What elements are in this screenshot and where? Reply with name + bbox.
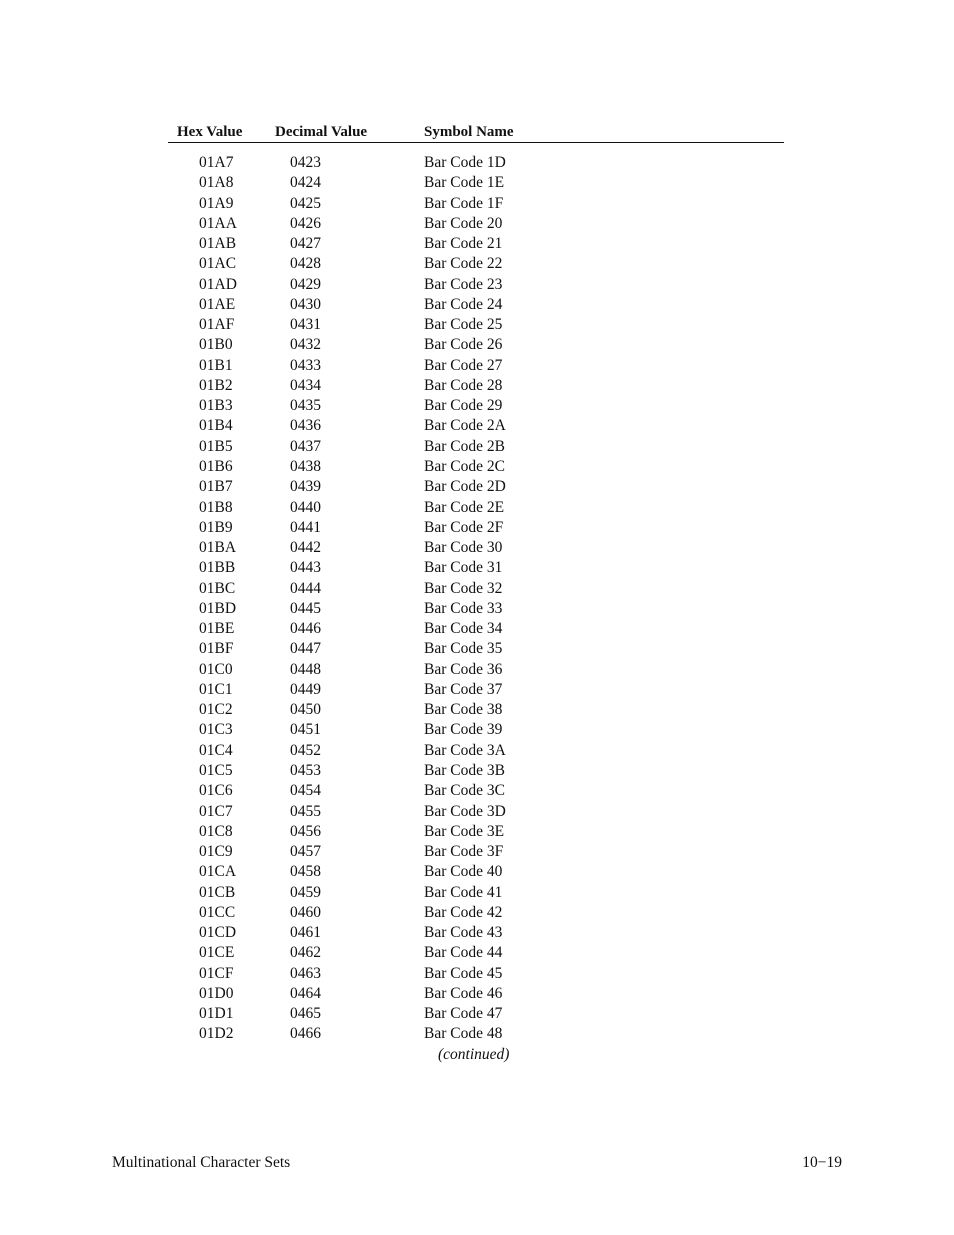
table-row — [168, 903, 784, 923]
decimal-cell: 0456 — [290, 822, 321, 840]
table-row — [168, 173, 784, 193]
header-symbol-name: Symbol Name — [424, 124, 514, 140]
table-row — [168, 295, 784, 315]
hex-cell: 01C5 — [199, 761, 233, 779]
decimal-cell: 0453 — [290, 761, 321, 779]
decimal-cell: 0445 — [290, 599, 321, 617]
symbol-cell: Bar Code 20 — [424, 214, 503, 232]
symbol-cell: Bar Code 2A — [424, 417, 506, 435]
continued-note: (continued) — [438, 1046, 510, 1063]
footer-title: Multinational Character Sets — [112, 1154, 291, 1171]
symbol-cell: Bar Code 47 — [424, 1005, 503, 1023]
hex-cell: 01B9 — [199, 518, 233, 536]
hex-cell: 01A7 — [199, 154, 234, 171]
table-row — [168, 842, 784, 862]
decimal-cell: 0426 — [290, 214, 321, 232]
symbol-cell: Bar Code 3C — [424, 782, 505, 800]
hex-cell: 01CB — [199, 883, 236, 901]
symbol-cell: Bar Code 2E — [424, 498, 505, 516]
decimal-cell: 0423 — [290, 154, 321, 171]
symbol-cell: Bar Code 46 — [424, 984, 503, 1002]
hex-cell: 01B8 — [199, 498, 233, 516]
decimal-cell: 0442 — [290, 539, 321, 557]
decimal-cell: 0466 — [290, 1025, 321, 1043]
symbol-cell: Bar Code 39 — [424, 721, 503, 739]
symbol-cell: Bar Code 1E — [424, 174, 505, 192]
decimal-cell: 0446 — [290, 620, 321, 638]
table-row — [168, 335, 784, 355]
symbol-cell: Bar Code 36 — [424, 660, 503, 678]
hex-cell: 01A8 — [199, 174, 234, 192]
hex-cell: 01C8 — [199, 822, 233, 840]
hex-cell: 01C2 — [199, 701, 233, 719]
decimal-cell: 0452 — [290, 741, 321, 759]
table-row — [168, 599, 784, 619]
symbol-cell: Bar Code 31 — [424, 559, 503, 577]
hex-cell: 01CE — [199, 944, 235, 962]
hex-cell: 01C4 — [199, 741, 233, 759]
hex-cell: 01AF — [199, 316, 235, 334]
symbol-cell: Bar Code 45 — [424, 964, 503, 982]
symbol-cell: Bar Code 34 — [424, 620, 503, 638]
table-row — [168, 579, 784, 599]
table-row — [168, 964, 784, 984]
symbol-cell: Bar Code 2C — [424, 457, 505, 475]
decimal-cell: 0434 — [290, 376, 321, 394]
symbol-cell: Bar Code 1F — [424, 194, 504, 212]
hex-cell: 01AD — [199, 275, 237, 293]
table-row — [168, 477, 784, 497]
hex-cell: 01B6 — [199, 457, 233, 475]
hex-cell: 01BA — [199, 539, 237, 557]
hex-cell: 01CD — [199, 924, 237, 942]
decimal-cell: 0433 — [290, 356, 321, 374]
hex-cell: 01B4 — [199, 417, 233, 435]
table-row — [168, 984, 784, 1004]
table-row — [168, 883, 784, 903]
decimal-cell: 0424 — [290, 174, 321, 192]
table-row — [168, 214, 784, 234]
table-row — [168, 660, 784, 680]
hex-cell: 01AE — [199, 295, 236, 313]
table-row — [168, 396, 784, 416]
decimal-cell: 0435 — [290, 397, 321, 415]
decimal-cell: 0437 — [290, 437, 321, 455]
decimal-cell: 0449 — [290, 680, 321, 698]
hex-cell: 01B5 — [199, 437, 233, 455]
symbol-cell: Bar Code 24 — [424, 295, 503, 313]
page-number: 10−19 — [802, 1154, 842, 1171]
table-row — [168, 356, 784, 376]
table-row — [168, 234, 784, 254]
symbol-cell: Bar Code 2D — [424, 478, 506, 496]
decimal-cell: 0451 — [290, 721, 321, 739]
symbol-cell: Bar Code 3A — [424, 741, 506, 759]
decimal-cell: 0432 — [290, 336, 321, 354]
decimal-cell: 0428 — [290, 255, 321, 273]
table-row — [168, 498, 784, 518]
decimal-cell: 0431 — [290, 316, 321, 334]
symbol-cell: Bar Code 21 — [424, 235, 503, 253]
symbol-cell: Bar Code 44 — [424, 944, 503, 962]
decimal-cell: 0459 — [290, 883, 321, 901]
header-hex-value: Hex Value — [177, 124, 243, 140]
hex-cell: 01C3 — [199, 721, 233, 739]
symbol-cell: Bar Code 2F — [424, 518, 504, 536]
hex-cell: 01B1 — [199, 356, 233, 374]
symbol-cell: Bar Code 42 — [424, 903, 503, 921]
decimal-cell: 0464 — [290, 984, 321, 1002]
hex-cell: 01BC — [199, 579, 236, 597]
hex-cell: 01BB — [199, 559, 236, 577]
table-row — [168, 943, 784, 963]
table-row — [168, 275, 784, 295]
hex-cell: 01CA — [199, 863, 237, 881]
table-row — [168, 376, 784, 396]
hex-cell: 01AB — [199, 235, 237, 253]
hex-cell: 01BE — [199, 620, 235, 638]
decimal-cell: 0443 — [290, 559, 321, 577]
symbol-cell: Bar Code 33 — [424, 599, 503, 617]
table-row — [168, 761, 784, 781]
symbol-cell: Bar Code 38 — [424, 701, 503, 719]
decimal-cell: 0465 — [290, 1005, 321, 1023]
symbol-cell: Bar Code 43 — [424, 924, 503, 942]
table-row — [168, 720, 784, 740]
decimal-cell: 0441 — [290, 518, 321, 536]
symbol-cell: Bar Code 37 — [424, 680, 503, 698]
table-row — [168, 680, 784, 700]
table-row — [168, 315, 784, 335]
table-row — [168, 538, 784, 558]
symbol-cell: Bar Code 32 — [424, 579, 503, 597]
table-body — [168, 153, 784, 1045]
decimal-cell: 0462 — [290, 944, 321, 962]
symbol-cell: Bar Code 35 — [424, 640, 503, 658]
table-header — [168, 122, 784, 143]
hex-cell: 01CC — [199, 903, 236, 921]
hex-cell: 01C1 — [199, 680, 233, 698]
hex-cell: 01C7 — [199, 802, 233, 820]
symbol-cell: Bar Code 22 — [424, 255, 503, 273]
hex-cell: 01B2 — [199, 376, 233, 394]
symbol-cell: Bar Code 28 — [424, 376, 503, 394]
symbol-cell: Bar Code 25 — [424, 316, 503, 334]
table-row — [168, 1024, 784, 1044]
decimal-cell: 0447 — [290, 640, 321, 658]
symbol-cell: Bar Code 2B — [424, 437, 505, 455]
symbol-cell: Bar Code 26 — [424, 336, 503, 354]
symbol-cell: Bar Code 3E — [424, 822, 505, 840]
decimal-cell: 0450 — [290, 701, 321, 719]
table-row — [168, 923, 784, 943]
symbol-cell: Bar Code 3D — [424, 802, 506, 820]
decimal-cell: 0463 — [290, 964, 321, 982]
table-row — [168, 1004, 784, 1024]
symbol-cell: Bar Code 1D — [424, 154, 506, 171]
table-row — [168, 416, 784, 436]
decimal-cell: 0461 — [290, 924, 321, 942]
decimal-cell: 0436 — [290, 417, 321, 435]
symbol-cell: Bar Code 3B — [424, 761, 505, 779]
symbol-cell: Bar Code 29 — [424, 397, 503, 415]
symbol-cell: Bar Code 30 — [424, 539, 503, 557]
hex-cell: 01D0 — [199, 984, 234, 1002]
decimal-cell: 0460 — [290, 903, 321, 921]
decimal-cell: 0439 — [290, 478, 321, 496]
table-row — [168, 518, 784, 538]
table-row — [168, 194, 784, 214]
decimal-cell: 0458 — [290, 863, 321, 881]
table-row — [168, 741, 784, 761]
hex-cell: 01B3 — [199, 397, 233, 415]
decimal-cell: 0454 — [290, 782, 321, 800]
hex-cell: 01AA — [199, 214, 237, 232]
table-row — [168, 619, 784, 639]
table-row — [168, 700, 784, 720]
decimal-cell: 0440 — [290, 498, 321, 516]
table-row — [168, 457, 784, 477]
hex-cell: 01CF — [199, 964, 234, 982]
hex-cell: 01BD — [199, 599, 237, 617]
hex-cell: 01B0 — [199, 336, 233, 354]
header-decimal-value: Decimal Value — [275, 124, 368, 140]
decimal-cell: 0444 — [290, 579, 321, 597]
table-row — [168, 153, 784, 173]
decimal-cell: 0430 — [290, 295, 321, 313]
decimal-cell: 0427 — [290, 235, 321, 253]
symbol-cell: Bar Code 40 — [424, 863, 503, 881]
table-row — [168, 437, 784, 457]
table-row — [168, 802, 784, 822]
hex-cell: 01C0 — [199, 660, 233, 678]
hex-cell: 01C9 — [199, 843, 233, 861]
hex-cell: 01B7 — [199, 478, 233, 496]
decimal-cell: 0425 — [290, 194, 321, 212]
decimal-cell: 0457 — [290, 843, 321, 861]
decimal-cell: 0438 — [290, 457, 321, 475]
table-row — [168, 639, 784, 659]
hex-cell: 01AC — [199, 255, 237, 273]
decimal-cell: 0455 — [290, 802, 321, 820]
symbol-cell: Bar Code 3F — [424, 843, 504, 861]
table-row — [168, 862, 784, 882]
hex-cell: 01BF — [199, 640, 234, 658]
hex-cell: 01D1 — [199, 1005, 234, 1023]
decimal-cell: 0448 — [290, 660, 321, 678]
symbol-cell: Bar Code 48 — [424, 1025, 503, 1043]
table-row — [168, 558, 784, 578]
hex-cell: 01A9 — [199, 194, 234, 212]
table-row — [168, 781, 784, 801]
table-row — [168, 822, 784, 842]
hex-cell: 01C6 — [199, 782, 233, 800]
symbol-cell: Bar Code 41 — [424, 883, 503, 901]
decimal-cell: 0429 — [290, 275, 321, 293]
symbol-cell: Bar Code 23 — [424, 275, 503, 293]
table-row — [168, 254, 784, 274]
hex-cell: 01D2 — [199, 1025, 234, 1043]
symbol-cell: Bar Code 27 — [424, 356, 503, 374]
